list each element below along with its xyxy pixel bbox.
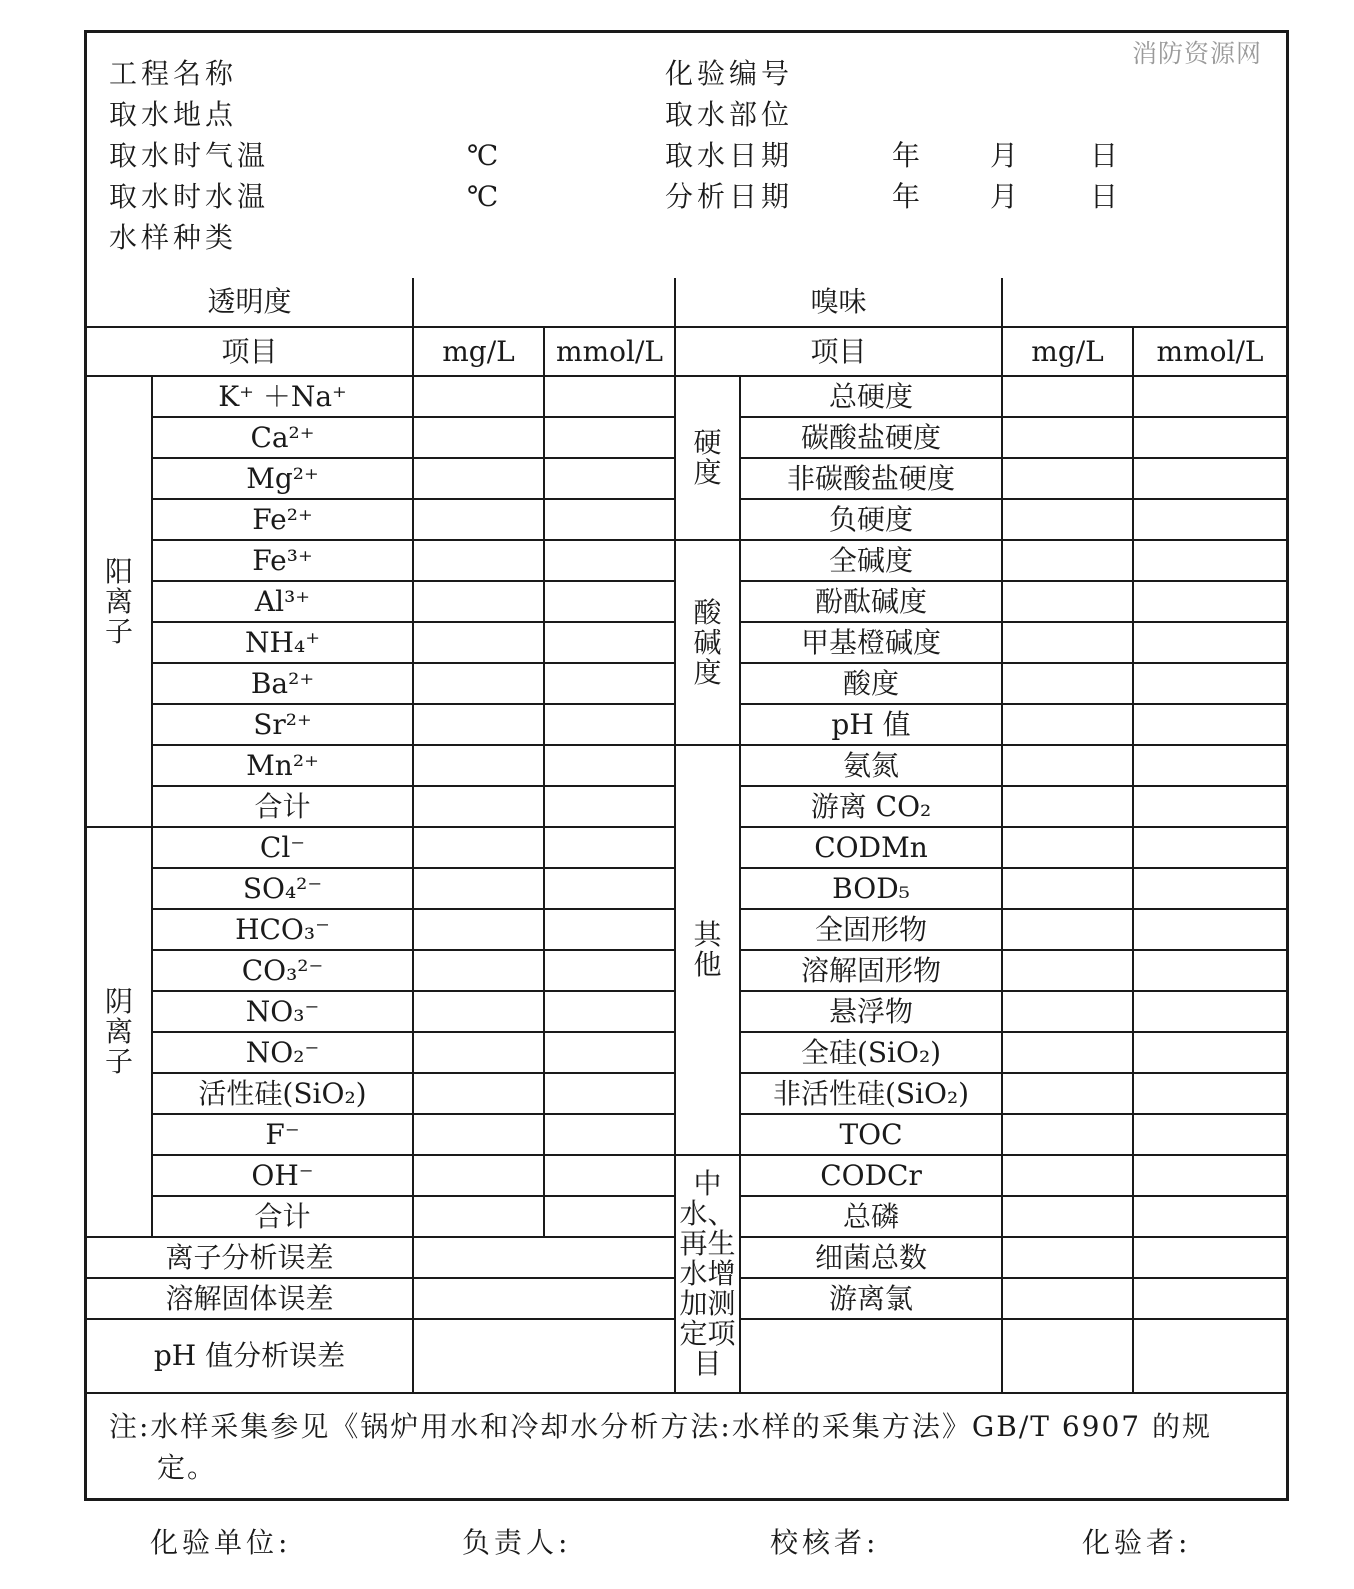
item-free-co2: 游离 CO₂	[740, 786, 1002, 827]
water-quality-form	[84, 30, 1289, 1501]
value-cell[interactable]	[1133, 786, 1286, 827]
value-cell[interactable]	[544, 417, 675, 458]
value-cell[interactable]	[413, 745, 544, 786]
item-k-na: K⁺ ＋Na⁺	[152, 376, 413, 417]
value-cell[interactable]	[1002, 827, 1133, 868]
mmol-header: mmol/L	[544, 327, 675, 376]
item-co3: CO₃²⁻	[152, 950, 413, 991]
value-cell[interactable]	[1133, 1237, 1286, 1278]
item-header: 项目	[87, 327, 413, 376]
value-cell[interactable]	[1002, 1032, 1133, 1073]
value-cell[interactable]	[413, 622, 544, 663]
value-cell[interactable]	[1133, 1196, 1286, 1237]
value-cell[interactable]	[1133, 909, 1286, 950]
item-no2: NO₂⁻	[152, 1032, 413, 1073]
air-temp-unit: ℃	[467, 139, 503, 172]
value-cell[interactable]	[1133, 1073, 1286, 1114]
value-cell[interactable]	[413, 991, 544, 1032]
value-cell[interactable]	[413, 868, 544, 909]
value-cell[interactable]	[413, 704, 544, 745]
item-total-alkalinity: 全碱度	[740, 540, 1002, 581]
watermark: 消防资源网	[1132, 39, 1263, 68]
alk-group-label	[675, 540, 740, 745]
value-cell[interactable]	[413, 786, 544, 827]
item-nh4: NH₄⁺	[152, 622, 413, 663]
celsius-col	[467, 135, 502, 217]
value-cell[interactable]	[544, 1114, 675, 1155]
value-cell[interactable]	[1133, 704, 1286, 745]
cation-group-text: 阳离子	[104, 554, 133, 648]
value-cell[interactable]	[1133, 868, 1286, 909]
value-cell[interactable]	[544, 581, 675, 622]
item-hco3: HCO₃⁻	[152, 909, 413, 950]
value-cell[interactable]	[413, 1237, 675, 1278]
item-cl: Cl⁻	[152, 827, 413, 868]
value-cell[interactable]	[1002, 909, 1133, 950]
value-cell[interactable]	[413, 1278, 675, 1319]
value-cell[interactable]	[1133, 991, 1286, 1032]
item-ph-value: pH 值	[740, 704, 1002, 745]
item-noncarbonate-hardness: 非碳酸盐硬度	[740, 458, 1002, 499]
value-cell[interactable]	[1002, 417, 1133, 458]
value-cell[interactable]	[544, 1073, 675, 1114]
value-cell[interactable]	[544, 868, 675, 909]
value-cell[interactable]	[1002, 745, 1133, 786]
value-cell[interactable]	[1002, 704, 1133, 745]
item-total-silica: 全硅(SiO₂)	[740, 1032, 1002, 1073]
value-cell[interactable]	[1002, 991, 1133, 1032]
value-cell[interactable]	[1002, 1319, 1133, 1393]
value-cell[interactable]	[1002, 1114, 1133, 1155]
tester-label: 化验者:	[1082, 1526, 1192, 1559]
test-no-label: 化验编号	[665, 57, 794, 90]
value-cell[interactable]	[1133, 417, 1286, 458]
value-cell[interactable]	[1002, 786, 1133, 827]
value-cell[interactable]	[1133, 1319, 1286, 1393]
item-no3: NO₃⁻	[152, 991, 413, 1032]
note	[109, 1406, 1279, 1488]
month-label: 月	[990, 180, 1023, 213]
value-cell[interactable]	[413, 827, 544, 868]
sample-location-label: 取水地点	[109, 98, 238, 131]
value-cell[interactable]	[1002, 868, 1133, 909]
value-cell[interactable]	[544, 622, 675, 663]
mmol-header: mmol/L	[1133, 327, 1286, 376]
value-cell[interactable]	[413, 909, 544, 950]
checker-label: 校核者:	[770, 1526, 880, 1559]
day-col	[1090, 135, 1122, 217]
item-cod-mn: CODMn	[740, 827, 1002, 868]
transparency-label: 透明度	[87, 278, 413, 327]
item-carbonate-hardness: 碳酸盐硬度	[740, 417, 1002, 458]
value-cell[interactable]	[413, 540, 544, 581]
year-label: 年	[892, 180, 925, 213]
value-cell[interactable]	[1002, 1278, 1133, 1319]
item-dissolved-solids: 溶解固形物	[740, 950, 1002, 991]
value-cell[interactable]	[413, 417, 544, 458]
transparency-value[interactable]	[413, 278, 675, 327]
air-temp-label: 取水时气温	[109, 139, 270, 172]
responsible-label: 负责人:	[462, 1526, 572, 1559]
value-cell[interactable]	[544, 704, 675, 745]
value-cell[interactable]	[1133, 499, 1286, 540]
value-cell[interactable]	[1002, 1073, 1133, 1114]
value-cell[interactable]	[413, 1073, 544, 1114]
header-left	[109, 53, 269, 258]
value-cell[interactable]	[544, 786, 675, 827]
water-temp-unit: ℃	[467, 180, 503, 213]
value-cell[interactable]	[413, 1155, 544, 1196]
item-sr: Sr²⁺	[152, 704, 413, 745]
item-mg: Mg²⁺	[152, 458, 413, 499]
month-label: 月	[990, 139, 1023, 172]
value-cell[interactable]	[1002, 458, 1133, 499]
analysis-table	[87, 278, 1286, 1394]
value-cell[interactable]	[413, 1114, 544, 1155]
value-cell[interactable]	[544, 540, 675, 581]
value-cell[interactable]	[1002, 1237, 1133, 1278]
value-cell[interactable]	[1002, 376, 1133, 417]
item-fe2: Fe²⁺	[152, 499, 413, 540]
value-cell[interactable]	[1002, 1155, 1133, 1196]
item-negative-hardness: 负硬度	[740, 499, 1002, 540]
item-acidity: 酸度	[740, 663, 1002, 704]
sample-part-label: 取水部位	[665, 98, 794, 131]
other-group-label	[675, 745, 740, 1155]
item-total-hardness: 总硬度	[740, 376, 1002, 417]
value-cell[interactable]	[544, 827, 675, 868]
value-cell[interactable]	[1002, 663, 1133, 704]
value-cell[interactable]	[413, 499, 544, 540]
item-methyl-orange-alkalinity: 甲基橙碱度	[740, 622, 1002, 663]
item-fe3: Fe³⁺	[152, 540, 413, 581]
item-ba: Ba²⁺	[152, 663, 413, 704]
item-oh: OH⁻	[152, 1155, 413, 1196]
item-total-bacteria: 细菌总数	[740, 1237, 1002, 1278]
mg-header: mg/L	[413, 327, 544, 376]
item-active-silica: 活性硅(SiO₂)	[152, 1073, 413, 1114]
value-cell[interactable]	[1133, 827, 1286, 868]
cation-group-label	[87, 376, 152, 827]
value-cell[interactable]	[1133, 581, 1286, 622]
value-cell[interactable]	[1133, 1155, 1286, 1196]
value-cell[interactable]	[1133, 1278, 1286, 1319]
value-cell[interactable]	[1002, 622, 1133, 663]
item-suspended-solids: 悬浮物	[740, 991, 1002, 1032]
value-cell[interactable]	[544, 499, 675, 540]
sample-date-label: 取水日期	[665, 139, 794, 172]
value-cell[interactable]	[1002, 581, 1133, 622]
other-group-text: 其他	[693, 918, 722, 981]
value-cell[interactable]	[544, 1196, 675, 1237]
item-ca: Ca²⁺	[152, 417, 413, 458]
anion-group-label	[87, 827, 152, 1237]
water-temp-label: 取水时水温	[109, 180, 270, 213]
odor-label: 嗅味	[675, 278, 1002, 327]
hardness-group-text: 硬度	[693, 426, 722, 489]
odor-value[interactable]	[1002, 278, 1286, 327]
ion-error-label: 离子分析误差	[87, 1237, 413, 1278]
year-col	[892, 135, 924, 217]
value-cell[interactable]	[544, 991, 675, 1032]
value-cell[interactable]	[413, 1032, 544, 1073]
item-inactive-silica: 非活性硅(SiO₂)	[740, 1073, 1002, 1114]
value-cell[interactable]	[1002, 540, 1133, 581]
month-col	[990, 135, 1022, 217]
value-cell[interactable]	[413, 581, 544, 622]
item-so4: SO₄²⁻	[152, 868, 413, 909]
hardness-group-label	[675, 376, 740, 540]
project-name-label: 工程名称	[109, 57, 238, 90]
day-label: 日	[1090, 139, 1123, 172]
value-cell[interactable]	[544, 1155, 675, 1196]
value-cell[interactable]	[1002, 1196, 1133, 1237]
value-cell[interactable]	[413, 1319, 675, 1393]
value-cell[interactable]	[544, 458, 675, 499]
sample-type-label: 水样种类	[109, 221, 238, 254]
reclaim-group-label	[675, 1155, 740, 1393]
value-cell[interactable]	[1002, 950, 1133, 991]
value-cell[interactable]	[544, 909, 675, 950]
item-total-phosphorus: 总磷	[740, 1196, 1002, 1237]
note-line-1: 注:水样采集参见《锅炉用水和冷却水分析方法:水样的采集方法》GB/T 6907 的规	[109, 1410, 1212, 1443]
anion-group-text: 阴离子	[104, 985, 133, 1078]
value-cell[interactable]	[1133, 376, 1286, 417]
value-cell[interactable]	[413, 950, 544, 991]
analysis-date-label: 分析日期	[665, 180, 794, 213]
item-header: 项目	[675, 327, 1002, 376]
day-label: 日	[1090, 180, 1123, 213]
ph-error-label: pH 值分析误差	[87, 1319, 413, 1393]
value-cell[interactable]	[413, 1196, 544, 1237]
mg-header: mg/L	[1002, 327, 1133, 376]
reclaim-group-text: 中水、再生水增加测定项目	[679, 1167, 736, 1380]
solid-error-label: 溶解固体误差	[87, 1278, 413, 1319]
item-mn: Mn²⁺	[152, 745, 413, 786]
header-right	[665, 53, 793, 217]
value-cell[interactable]	[1133, 458, 1286, 499]
value-cell[interactable]	[544, 663, 675, 704]
value-cell[interactable]	[1133, 622, 1286, 663]
year-label: 年	[892, 139, 925, 172]
item-anion-total: 合计	[152, 1196, 413, 1237]
item-free-chlorine: 游离氯	[740, 1278, 1002, 1319]
value-cell[interactable]	[544, 1032, 675, 1073]
value-cell[interactable]	[1133, 745, 1286, 786]
value-cell[interactable]	[1133, 1114, 1286, 1155]
value-cell[interactable]	[544, 745, 675, 786]
item-f: F⁻	[152, 1114, 413, 1155]
alk-group-text: 酸碱度	[693, 595, 722, 689]
item-phenolphthalein-alkalinity: 酚酞碱度	[740, 581, 1002, 622]
value-cell[interactable]	[413, 663, 544, 704]
value-cell[interactable]	[1133, 950, 1286, 991]
item-toc: TOC	[740, 1114, 1002, 1155]
lab-unit-label: 化验单位:	[150, 1526, 292, 1559]
value-cell[interactable]	[1133, 1032, 1286, 1073]
item-cation-total: 合计	[152, 786, 413, 827]
item-cod-cr: CODCr	[740, 1155, 1002, 1196]
value-cell[interactable]	[544, 376, 675, 417]
value-cell[interactable]	[1133, 663, 1286, 704]
item-ammonia-nitrogen: 氨氮	[740, 745, 1002, 786]
value-cell[interactable]	[1002, 499, 1133, 540]
value-cell[interactable]	[413, 458, 544, 499]
item-bod5: BOD₅	[740, 868, 1002, 909]
value-cell[interactable]	[413, 376, 544, 417]
note-line-2: 定。	[157, 1451, 218, 1484]
item-total-solids: 全固形物	[740, 909, 1002, 950]
item-al: Al³⁺	[152, 581, 413, 622]
blank-item-cell[interactable]	[740, 1319, 1002, 1393]
value-cell[interactable]	[1133, 540, 1286, 581]
value-cell[interactable]	[544, 950, 675, 991]
